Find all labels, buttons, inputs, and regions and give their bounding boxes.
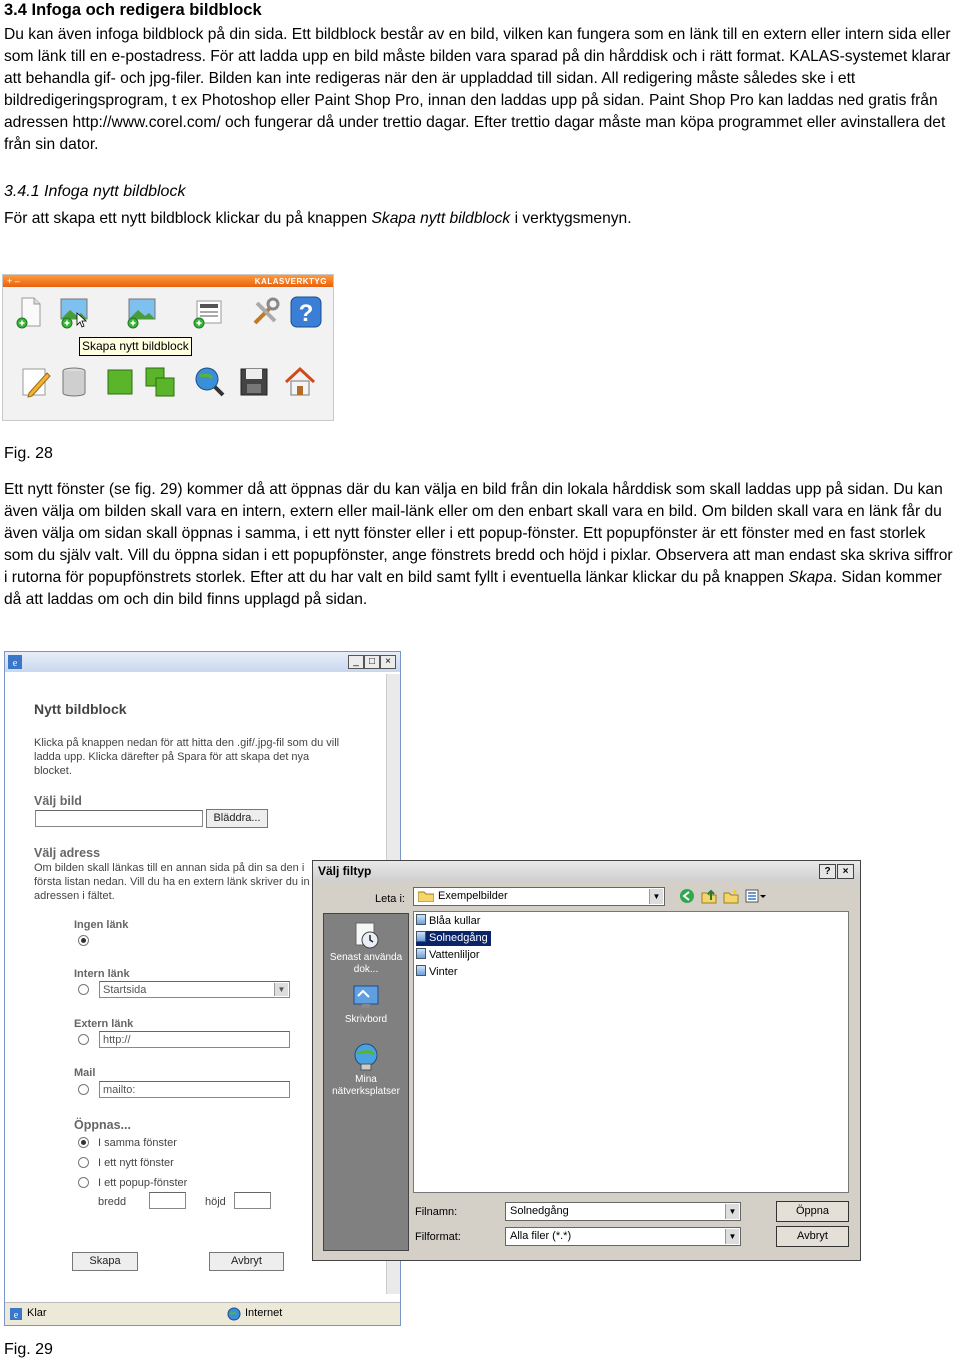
status-text: Klar xyxy=(27,1307,47,1319)
width-label: bredd xyxy=(98,1196,127,1208)
new-folder-icon[interactable] xyxy=(723,888,739,904)
page-icon xyxy=(9,1307,23,1321)
new-image-icon[interactable] xyxy=(123,295,157,329)
file-dialog xyxy=(312,860,861,1261)
globe-icon xyxy=(227,1307,241,1321)
section-heading: 3.4 Infoga och redigera bildblock xyxy=(4,1,262,19)
image-file-icon xyxy=(416,914,426,925)
places-bar xyxy=(323,913,409,1251)
look-in-label: Leta i: xyxy=(375,893,405,905)
open-same-window-label: I samma fönster xyxy=(98,1137,177,1149)
look-in-select[interactable]: Exempelbilder ▼ xyxy=(413,887,665,906)
new-page-icon[interactable] xyxy=(13,295,47,329)
svg-text:e: e xyxy=(12,658,18,669)
image-file-icon xyxy=(416,948,426,959)
filename-label: Filnamn: xyxy=(415,1206,458,1218)
network-places-icon xyxy=(351,1042,381,1072)
chevron-down-icon: ▼ xyxy=(649,889,663,904)
open-same-window-radio[interactable] xyxy=(78,1137,89,1148)
no-link-label: Ingen länk xyxy=(74,919,129,931)
open-popup-label: I ett popup-fönster xyxy=(98,1177,188,1189)
external-link-radio[interactable] xyxy=(78,1034,89,1045)
svg-text:e: e xyxy=(13,1310,19,1321)
open-popup-radio[interactable] xyxy=(78,1177,89,1188)
desktop-icon xyxy=(351,982,381,1012)
mail-radio[interactable] xyxy=(78,1084,89,1095)
open-in-label: Öppnas... xyxy=(74,1118,131,1132)
new-image-block-icon[interactable] xyxy=(55,295,89,329)
chevron-down-icon: ▼ xyxy=(725,1229,739,1244)
form-title: Nytt bildblock xyxy=(34,701,127,717)
tools-icon[interactable] xyxy=(249,295,283,329)
search-globe-icon[interactable] xyxy=(193,365,227,399)
image-file-icon xyxy=(416,931,426,942)
back-icon[interactable] xyxy=(679,888,695,904)
intro-paragraph: Du kan även infoga bildblock på din sida. Ett bildblock består av en bild, vilken kan fungera som en länk till en extern eller intern sida eller som länk till en e-postadress. För att ladda upp en bild måste bilden vara sparad på din hårddisk och i rätt format. KALAS-systemet klarar att behandla gif- och jpg-filer. Bilden kan inte redigeras när den är uppladdad till sidan. All redigering måste således ske i ett bildredigeringsprogram, t ex Photoshop eller Paint Shop Pro, innan den laddas upp på sidan. Paint Shop Pro kan laddas ned gratis från adressen http://www.corel.com/ och fungerar då under trettio dagar. Efter trettio dagar måste man köpa programmet eller avinstallera det från sin dator. xyxy=(4,26,951,153)
choose-address-label: Välj adress xyxy=(34,846,101,860)
ie-icon xyxy=(8,655,22,669)
figure-caption-28: Fig. 28 xyxy=(4,445,53,462)
external-link-input[interactable]: http:// xyxy=(99,1031,290,1048)
blocks-icon[interactable] xyxy=(143,365,177,399)
image-file-icon xyxy=(416,965,426,976)
dialog-titlebar xyxy=(313,861,860,881)
folder-icon xyxy=(418,890,434,902)
filename-input[interactable]: Solnedgång ▼ xyxy=(505,1202,741,1221)
file-item[interactable]: Vattenliljor xyxy=(416,948,483,963)
choose-image-label: Välj bild xyxy=(34,794,82,808)
external-link-label: Extern länk xyxy=(74,1018,134,1030)
internal-link-label: Intern länk xyxy=(74,968,130,980)
place-desktop[interactable]: Skrivbord xyxy=(324,982,408,1026)
window-titlebar xyxy=(5,652,400,672)
chevron-down-icon: ▼ xyxy=(274,983,288,996)
dialog-close-button[interactable]: × xyxy=(837,864,854,879)
dialog-cancel-button[interactable]: Avbryt xyxy=(776,1226,849,1247)
minimize-button[interactable]: _ xyxy=(348,655,364,669)
subsection-paragraph: För att skapa ett nytt bildblock klickar du på knappen Skapa nytt bildblock i verktygsmenyn. xyxy=(4,210,632,227)
maximize-button[interactable]: □ xyxy=(364,655,380,669)
subsection-heading: 3.4.1 Infoga nytt bildblock xyxy=(4,183,186,200)
svg-text:?: ? xyxy=(298,300,314,327)
place-network[interactable]: Mina nätverksplatser xyxy=(324,1042,408,1098)
create-button[interactable]: Skapa xyxy=(72,1252,138,1271)
no-link-radio[interactable] xyxy=(78,935,89,946)
close-button[interactable]: × xyxy=(380,655,396,669)
tooltip-new-image-block: Skapa nytt bildblock xyxy=(79,337,192,356)
file-item[interactable]: Vinter xyxy=(416,965,461,980)
new-text-block-icon[interactable] xyxy=(189,295,223,329)
up-folder-icon[interactable] xyxy=(701,888,717,904)
cancel-button[interactable]: Avbryt xyxy=(209,1252,284,1271)
place-recent[interactable]: Senast använda dok... xyxy=(324,920,408,976)
figure-caption-29: Fig. 29 xyxy=(4,1341,53,1358)
form-instructions: Klicka på knappen nedan för att hitta den .gif/.jpg-fil som du vill ladda upp. Klicka därefter på Spara för att skapa det nya blocket. xyxy=(34,737,340,777)
popup-height-input[interactable] xyxy=(234,1192,271,1209)
mail-input[interactable]: mailto: xyxy=(99,1081,290,1098)
edit-icon[interactable] xyxy=(19,365,53,399)
internal-link-select[interactable]: Startsida ▼ xyxy=(99,981,290,998)
toolbar-collapse-toggle[interactable]: + – xyxy=(7,276,20,286)
toolbar-header xyxy=(3,275,333,287)
browse-button[interactable]: Bläddra... xyxy=(206,809,268,828)
kalas-toolbar xyxy=(2,274,334,421)
filetype-label: Filformat: xyxy=(415,1231,461,1243)
open-button[interactable]: Öppna xyxy=(776,1201,849,1222)
recent-documents-icon xyxy=(351,920,381,950)
view-menu-icon[interactable] xyxy=(745,888,767,904)
height-label: höjd xyxy=(205,1196,226,1208)
open-new-window-label: I ett nytt fönster xyxy=(98,1157,174,1169)
help-button[interactable]: ? xyxy=(819,864,836,879)
popup-width-input[interactable] xyxy=(149,1192,186,1209)
zone-text: Internet xyxy=(245,1307,283,1319)
image-file-input[interactable] xyxy=(35,810,203,827)
address-help-text: Om bilden skall länkas till en annan sida på din sa den i första listan nedan. Vill du ha en extern länk skriver du in adressen i fältet. xyxy=(34,862,310,902)
dialog-title: Välj filtyp xyxy=(318,864,372,878)
file-item-selected[interactable]: Solnedgång xyxy=(416,931,491,946)
save-icon[interactable] xyxy=(237,365,271,399)
help-icon[interactable] xyxy=(289,295,323,329)
chevron-down-icon: ▼ xyxy=(725,1204,739,1219)
open-new-window-radio[interactable] xyxy=(78,1157,89,1168)
file-list xyxy=(413,911,849,1193)
filetype-select[interactable]: Alla filer (*.*) ▼ xyxy=(505,1227,741,1246)
instructions-paragraph: Ett nytt fönster (se fig. 29) kommer då att öppnas där du kan välja en bild från din lokala hårddisk som skall laddas upp på sidan. Du kan även välja om bilden skall vara en intern, extern eller mail-länk eller om den enbart skall vara en bild. Om bilden skall vara en länk får du även välja om sidan skall öppnas i samma, i ett nytt fönster eller i ett popup-fönster. Ett popupfönster är ett fönster med en fast storlek som du själv valt. Vill du öppna sidan i ett popupfönster, ange fönstrets bredd och höjd i pixlar. Observera att man endast ska skriva siffror i rutorna för popupfönstrets storlek. Efter att du har valt en bild samt fyllt i eventuella länkar klickar du på knappen Skapa. Sidan kommer då att laddas om och din bild finns upplagd på sidan. xyxy=(4,481,953,608)
mail-label: Mail xyxy=(74,1067,96,1079)
internal-link-radio[interactable] xyxy=(78,984,89,995)
status-bar xyxy=(5,1302,400,1325)
block-icon[interactable] xyxy=(103,365,137,399)
trash-icon[interactable] xyxy=(57,365,91,399)
file-item[interactable]: Blåa kullar xyxy=(416,914,483,929)
home-icon[interactable] xyxy=(283,365,317,399)
toolbar-title: KALASVERKTYG xyxy=(254,277,327,286)
